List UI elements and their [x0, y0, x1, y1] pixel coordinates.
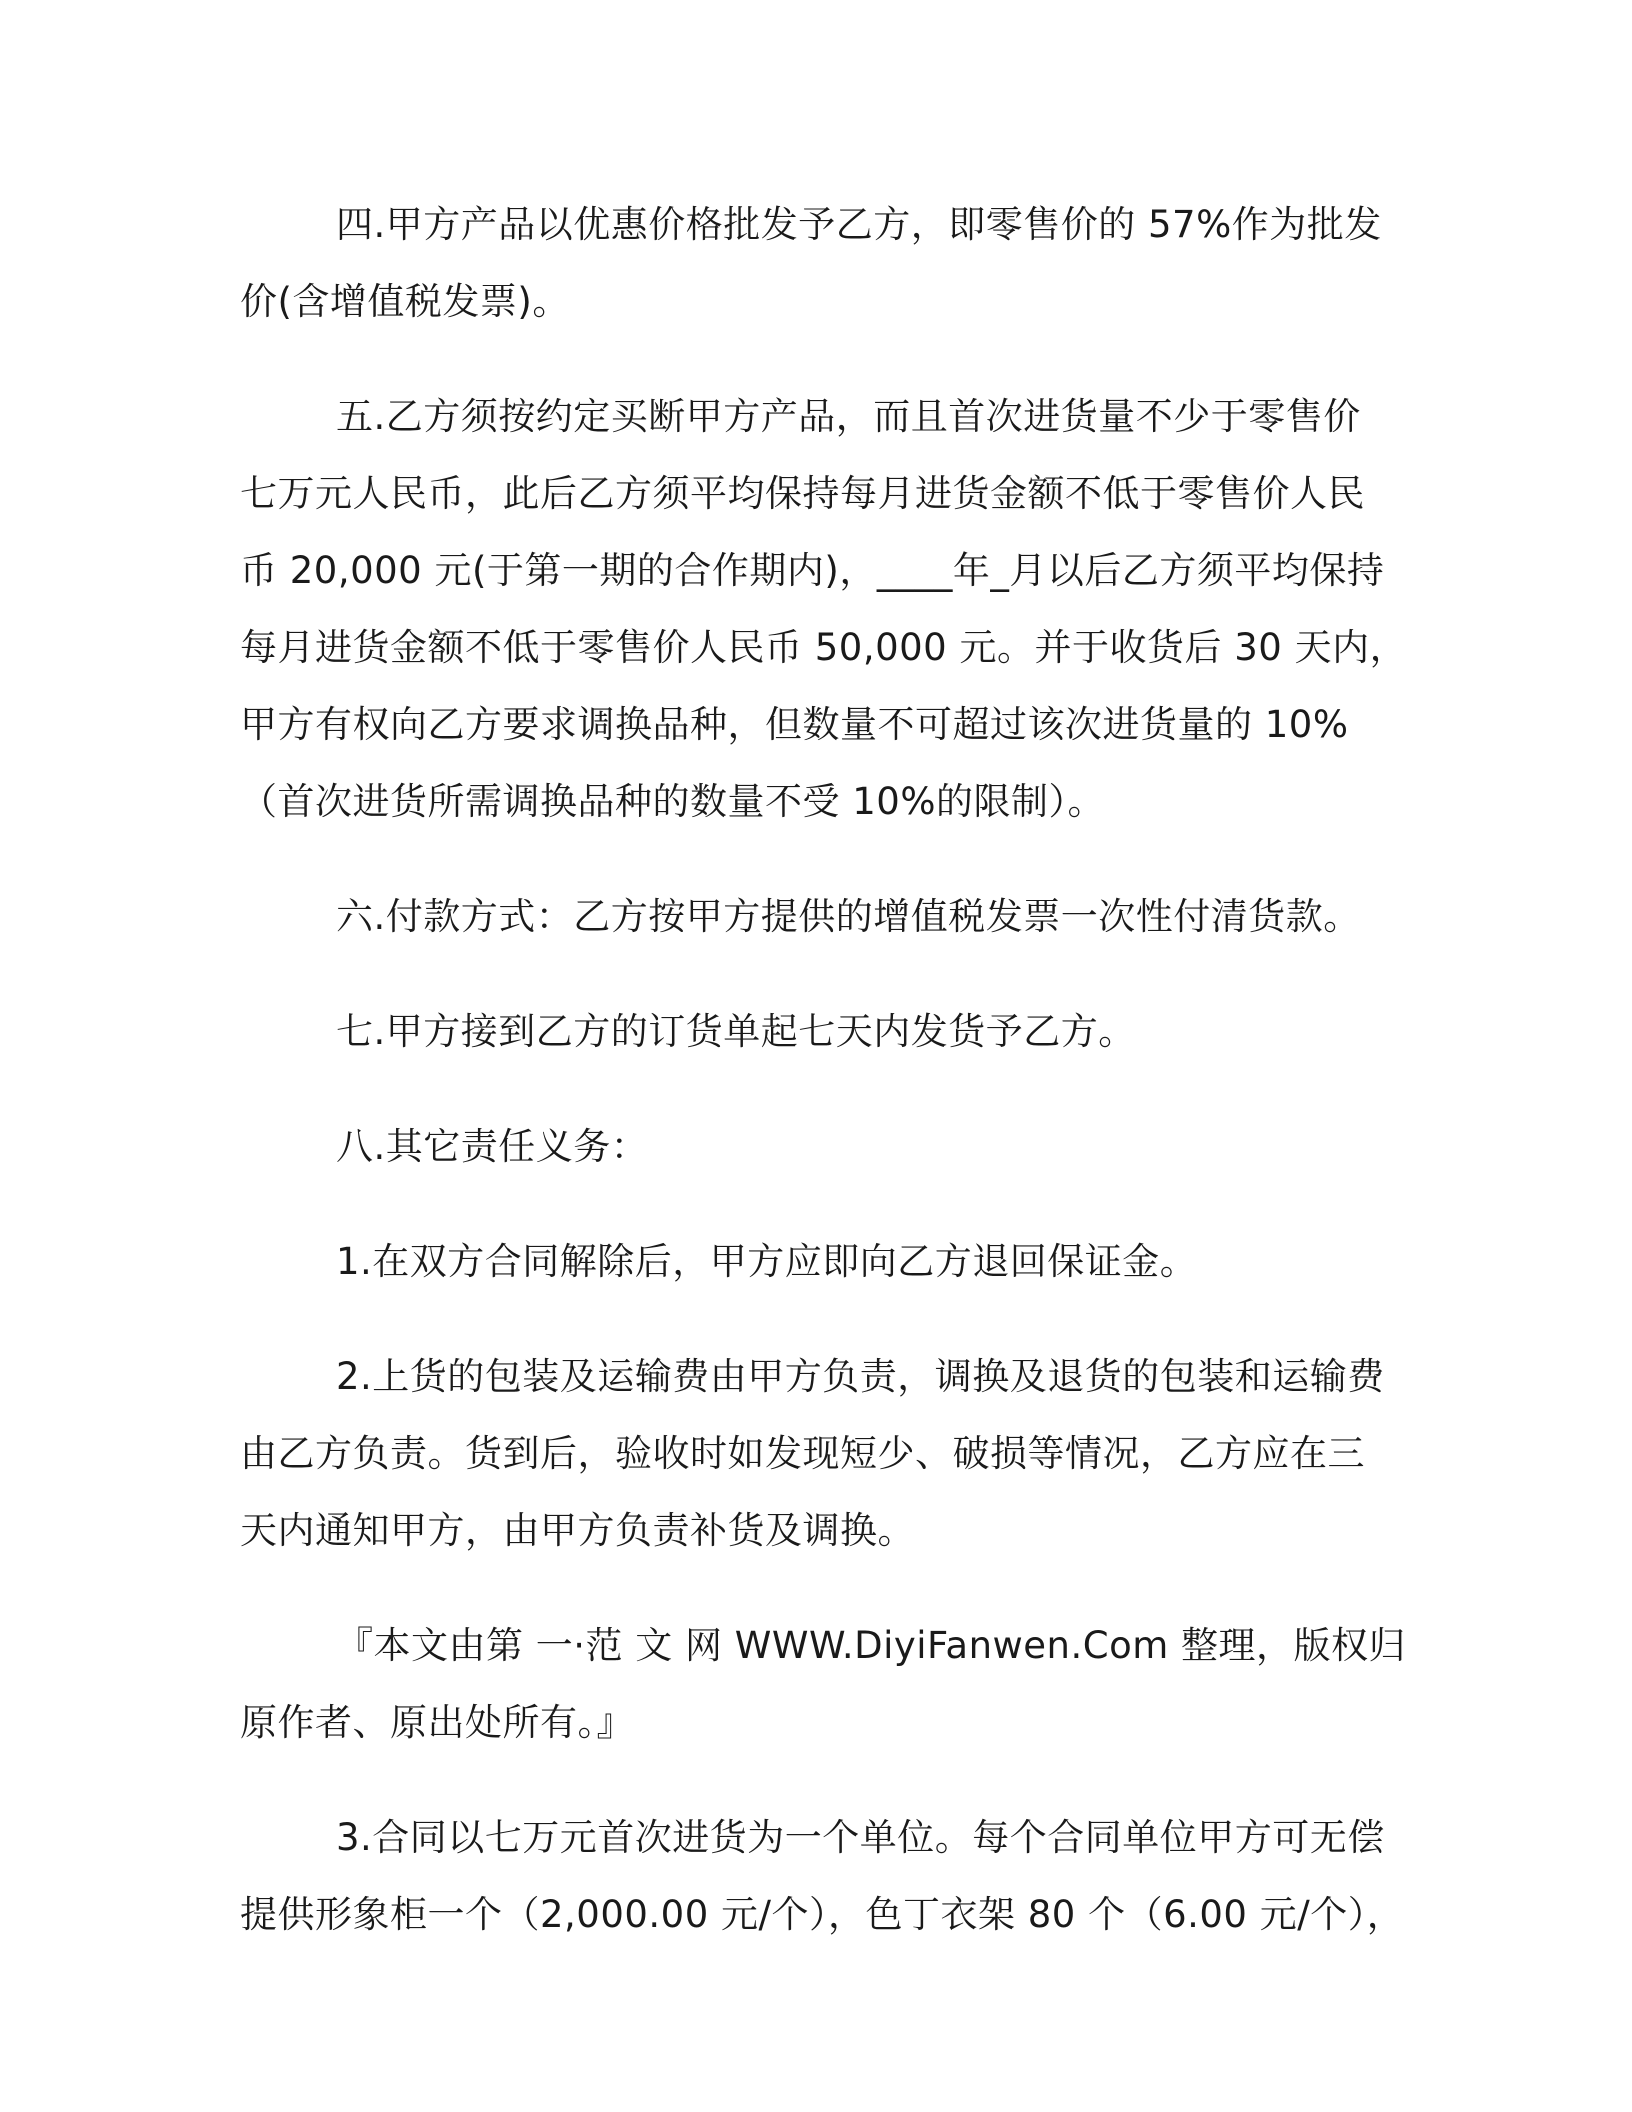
paragraph-clause-8-heading [240, 1108, 1370, 1185]
paragraph-line: 由乙方负责。货到后，验收时如发现短少、破损等情况，乙方应在三 [240, 1432, 1365, 1475]
paragraph-item-1 [240, 1223, 1370, 1300]
paragraph-line: 甲方有权向乙方要求调换品种，但数量不可超过该次进货量的 10% [240, 703, 1349, 746]
paragraph-line: 币 20,000 元(于第一期的合作期内)，____年_月以后乙方须平均保持 [240, 549, 1385, 592]
paragraph-line: 六.付款方式：乙方按甲方提供的增值税发票一次性付清货款。 [336, 895, 1361, 938]
paragraph-line: 价(含增值税发票)。 [240, 280, 570, 323]
document-body [240, 186, 1408, 1991]
paragraph-line: 2.上货的包装及运输费由甲方负责，调换及退货的包装和运输费 [336, 1355, 1385, 1398]
paragraph-clause-6 [240, 878, 1370, 955]
paragraph-line: 天内通知甲方，由甲方负责补货及调换。 [240, 1509, 915, 1552]
paragraph-line: 『本文由第 一·范 文 网 WWW.DiyiFanwen.Com 整理，版权归 [336, 1624, 1407, 1667]
paragraph-line: 七.甲方接到乙方的订货单起七天内发货予乙方。 [336, 1010, 1136, 1053]
paragraph-line: 每月进货金额不低于零售价人民币 50,000 元。并于收货后 30 天内， [240, 626, 1408, 669]
paragraph-line: 八.其它责任义务： [336, 1125, 649, 1168]
paragraph-line: 五.乙方须按约定买断甲方产品，而且首次进货量不少于零售价 [336, 395, 1361, 438]
paragraph-line: 1.在双方合同解除后，甲方应即向乙方退回保证金。 [336, 1240, 1198, 1283]
paragraph-clause-7 [240, 993, 1370, 1070]
paragraph-item-3 [240, 1799, 1405, 1953]
paragraph-line: 原作者、原出处所有。』 [240, 1701, 634, 1744]
paragraph-line: 四.甲方产品以优惠价格批发予乙方，即零售价的 57%作为批发 [336, 203, 1382, 246]
paragraph-clause-4 [240, 186, 1382, 340]
paragraph-line: 七万元人民币，此后乙方须平均保持每月进货金额不低于零售价人民 [240, 472, 1365, 515]
paragraph-clause-5 [240, 378, 1408, 840]
paragraph-item-2 [240, 1338, 1385, 1569]
paragraph-source-notice [240, 1607, 1407, 1761]
paragraph-line: （首次进货所需调换品种的数量不受 10%的限制）。 [240, 780, 1105, 823]
paragraph-line: 提供形象柜一个（2,000.00 元/个），色丁衣架 80 个（6.00 元/个）， [240, 1893, 1405, 1936]
paragraph-line: 3.合同以七万元首次进货为一个单位。每个合同单位甲方可无偿 [336, 1816, 1385, 1859]
